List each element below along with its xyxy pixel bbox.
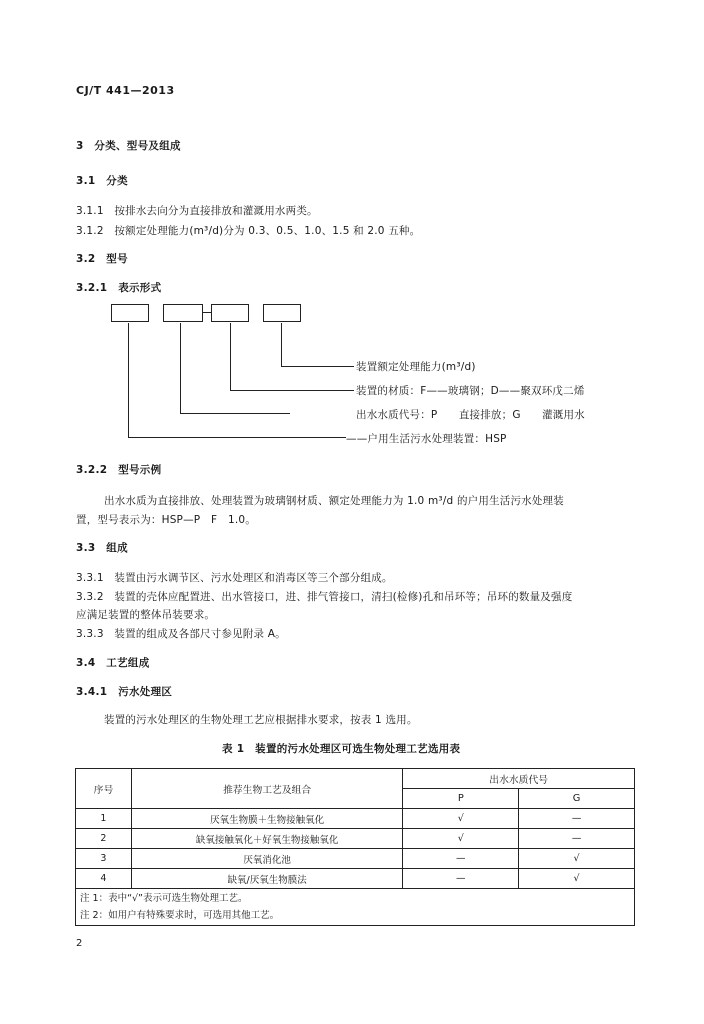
section-3-2-2-heading: 3.2.2 型号示例	[76, 464, 162, 476]
header-g: G	[519, 789, 635, 809]
table-note-1: 注 1：表中“√”表示可选生物处理工艺。	[80, 893, 248, 904]
leader-device-v	[128, 323, 129, 437]
model-box-effluent	[163, 304, 203, 322]
row-process: 厌氧生物膜＋生物接触氧化	[131, 809, 402, 829]
section-3-4-heading: 3.4 工艺组成	[76, 657, 150, 669]
header-process: 推荐生物工艺及组合	[131, 769, 402, 809]
table-1-caption: 表 1 装置的污水处理区可选生物处理工艺选用表	[222, 743, 461, 755]
row-process: 缺氧接触氧化＋好氧生物接触氧化	[131, 829, 402, 849]
table-header-row	[76, 769, 635, 789]
table-row	[76, 829, 635, 849]
page-number: 2	[76, 938, 83, 949]
row-process: 缺氧/厌氧生物膜法	[131, 869, 402, 889]
row-p: √	[403, 809, 519, 829]
row-g: —	[519, 809, 635, 829]
clause-3-3-3: 3.3.3 装置的组成及各部尺寸参见附录 A。	[76, 628, 286, 640]
clause-3-3-2-line2: 应满足装置的整体吊装要求。	[76, 609, 216, 621]
model-dash	[202, 312, 211, 313]
table-row	[76, 869, 635, 889]
clause-3-1-1: 3.1.1 按排水去向分为直接排放和灌溉用水两类。	[76, 205, 318, 217]
row-process: 厌氧消化池	[131, 849, 402, 869]
section-3-heading: 3 分类、型号及组成	[76, 140, 181, 152]
label-material: 装置的材质：F——玻璃钢；D——聚双环戊二烯	[356, 385, 585, 397]
table-1	[75, 768, 635, 926]
row-p: √	[403, 829, 519, 849]
row-g: √	[519, 849, 635, 869]
model-box-material	[211, 304, 249, 322]
table-note-2: 注 2：如用户有特殊要求时，可选用其他工艺。	[80, 910, 280, 921]
leader-material-h	[230, 390, 354, 391]
label-capacity: 装置额定处理能力(m³/d)	[356, 361, 476, 373]
row-index: 3	[76, 849, 132, 869]
table-row	[76, 809, 635, 829]
row-index: 1	[76, 809, 132, 829]
leader-capacity-v	[281, 323, 282, 366]
row-g: —	[519, 829, 635, 849]
row-p: —	[403, 869, 519, 889]
leader-capacity-h	[281, 366, 354, 367]
section-3-3-heading: 3.3 组成	[76, 542, 128, 554]
leader-effluent-h	[180, 413, 290, 414]
label-effluent: 出水水质代号：P 直接排放；G 灌溉用水	[356, 409, 585, 421]
clause-3-4-1-text: 装置的污水处理区的生物处理工艺应根据排水要求，按表 1 选用。	[104, 714, 418, 726]
section-3-1-heading: 3.1 分类	[76, 175, 128, 187]
clause-3-3-1: 3.3.1 装置由污水调节区、污水处理区和消毒区等三个部分组成。	[76, 572, 393, 584]
section-3-2-1-heading: 3.2.1 表示形式	[76, 282, 162, 294]
table-notes-row	[76, 889, 635, 926]
label-device: ——户用生活污水处理装置：HSP	[346, 433, 507, 445]
model-box-device	[111, 304, 149, 322]
table-row	[76, 849, 635, 869]
example-text-line1: 出水水质为直接排放、处理装置为玻璃钢材质、额定处理能力为 1.0 m³/d 的户用生活污水处理装	[104, 495, 564, 507]
clause-3-3-2-line1: 3.3.2 装置的壳体应配置进、出水管接口，进、排气管接口，清扫(检修)孔和吊环等；吊环的数量及强度	[76, 591, 573, 603]
section-3-4-1-heading: 3.4.1 污水处理区	[76, 686, 173, 698]
row-p: —	[403, 849, 519, 869]
section-3-2-heading: 3.2 型号	[76, 253, 128, 265]
model-box-capacity	[263, 304, 301, 322]
leader-device-h	[128, 437, 346, 438]
standard-code: CJ/T 441—2013	[76, 84, 175, 97]
row-index: 4	[76, 869, 132, 889]
row-g: √	[519, 869, 635, 889]
header-p: P	[403, 789, 519, 809]
row-index: 2	[76, 829, 132, 849]
leader-effluent-v	[180, 323, 181, 413]
header-effluent: 出水水质代号	[403, 769, 635, 789]
header-index: 序号	[76, 769, 132, 809]
example-text-line2: 置，型号表示为：HSP—P F 1.0。	[76, 514, 256, 526]
clause-3-1-2: 3.1.2 按额定处理能力(m³/d)分为 0.3、0.5、1.0、1.5 和 2.0 五种。	[76, 225, 421, 237]
leader-material-v	[230, 323, 231, 390]
